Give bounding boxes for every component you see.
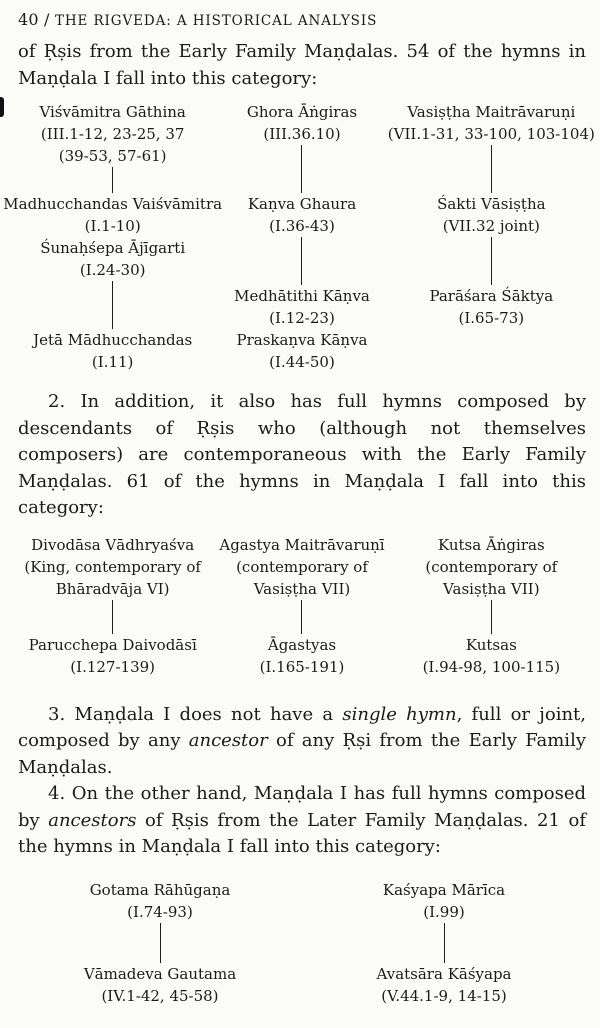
genealogy-node bbox=[247, 101, 357, 145]
genealogy-chart-contemporaries bbox=[18, 534, 586, 678]
node-text-line: (contemporary of bbox=[236, 557, 368, 576]
descent-line bbox=[444, 923, 445, 963]
text-segment: 4. On the other hand, Maṇḍala I has full hymns composed by bbox=[18, 783, 586, 831]
genealogy-column bbox=[3, 101, 223, 373]
node-text-line: (I.24-30) bbox=[79, 261, 146, 279]
node-text-line: (I.165-191) bbox=[259, 657, 345, 676]
genealogy-node bbox=[236, 329, 367, 373]
genealogy-column bbox=[397, 534, 586, 678]
node-text-line: Madhucchandas Vaiśvāmitra bbox=[3, 195, 223, 213]
node-text-line: (I.11) bbox=[91, 353, 134, 371]
descent-line bbox=[301, 600, 302, 634]
node-text-line: Śunaḥśepa Ājīgarti bbox=[40, 239, 186, 257]
paragraph-continuation bbox=[18, 39, 586, 92]
paragraph-point-3 bbox=[18, 702, 586, 782]
node-text-line: (VII.1-31, 33-100, 103-104) bbox=[387, 125, 595, 143]
genealogy-node bbox=[33, 329, 192, 373]
node-text-line: Kaṇva Ghaura bbox=[247, 195, 357, 213]
genealogy-node bbox=[425, 534, 557, 600]
genealogy-column bbox=[302, 879, 586, 1007]
genealogy-node bbox=[383, 879, 505, 923]
node-text-line: (I.36-43) bbox=[269, 217, 335, 235]
node-text-line: Kaśyapa Mārīca bbox=[382, 880, 506, 899]
descent-line bbox=[112, 600, 113, 634]
node-text-line: (VII.32 joint) bbox=[442, 217, 540, 235]
node-text-line: (I.127-139) bbox=[70, 657, 156, 676]
scan-artifact bbox=[0, 97, 4, 117]
paragraph-point-2 bbox=[18, 389, 586, 522]
genealogy-node bbox=[40, 237, 185, 281]
node-text-line: Śakti Vāsiṣṭha bbox=[437, 195, 546, 213]
genealogy-node bbox=[423, 634, 561, 678]
node-text-line: Medhātithi Kāṇva bbox=[234, 287, 370, 305]
node-text-line: Ghora Āṅgiras bbox=[246, 103, 358, 121]
italic-text-segment: ancestor bbox=[188, 730, 268, 751]
genealogy-column bbox=[207, 534, 396, 678]
italic-text-segment: ancestors bbox=[48, 809, 137, 831]
node-text-line: Agastya Maitrāvaruṇī bbox=[219, 535, 385, 554]
node-text-line: Divodāsa Vādhryaśva bbox=[31, 535, 195, 554]
genealogy-column bbox=[18, 534, 207, 678]
node-text-line: Jetā Mādhucchandas bbox=[33, 331, 193, 349]
descent-line bbox=[301, 237, 302, 285]
genealogy-node bbox=[377, 963, 512, 1007]
page-number: 40 bbox=[18, 10, 39, 29]
descent-line bbox=[491, 145, 492, 193]
node-text-line: (I.74-93) bbox=[127, 902, 193, 921]
node-text-line: (King, contemporary of bbox=[24, 557, 201, 576]
node-text-line: (V.44.1-9, 14-15) bbox=[381, 986, 507, 1005]
running-title: THE RIGVEDA: A HISTORICAL ANALYSIS bbox=[54, 13, 378, 29]
genealogy-node bbox=[388, 101, 595, 145]
node-text-line: Gotama Rāhūgaṇa bbox=[89, 880, 231, 899]
genealogy-column bbox=[18, 879, 302, 1007]
node-text-line: (I.94-98, 100-115) bbox=[422, 657, 561, 676]
text-segment: of Ṛṣis from the Early Family Maṇḍalas. 54 of the hymns in Maṇḍala I fall into this category: bbox=[18, 41, 586, 89]
node-text-line: (I.44-50) bbox=[269, 353, 335, 371]
node-text-line: Vasiṣṭha VII) bbox=[443, 579, 540, 598]
descent-line bbox=[491, 237, 492, 285]
text-segment: , full or joint, composed by any bbox=[18, 703, 586, 751]
genealogy-node bbox=[90, 879, 231, 923]
genealogy-chart-later-family bbox=[18, 879, 586, 1007]
descent-line bbox=[112, 281, 113, 329]
text-segment: of Ṛṣis from the Later Family Maṇḍalas. 21 of the hymns in Maṇḍala I fall into this category: bbox=[18, 809, 586, 857]
node-text-line: Parucchepa Daivodāsī bbox=[28, 635, 197, 654]
text-segment: 2. In addition, it also has full hymns composed by descendants of Ṛṣis who (although not themselves composers) are contemporaneous with the Early Family Maṇḍalas. 61 of the hymns in Maṇḍala I fall into this category: bbox=[18, 391, 586, 518]
genealogy-column bbox=[207, 101, 396, 373]
node-text-line: Āgastyas bbox=[267, 635, 337, 654]
node-text-line: Avatsāra Kāśyapa bbox=[376, 964, 512, 983]
node-text-line: (I.65-73) bbox=[458, 309, 525, 327]
text-segment: 3. Maṇḍala I does not have a bbox=[48, 703, 343, 725]
node-text-line: (III.36.10) bbox=[263, 125, 341, 143]
descent-line bbox=[491, 600, 492, 634]
node-text-line: Parāśara Śāktya bbox=[429, 287, 554, 305]
genealogy-node bbox=[429, 285, 553, 329]
genealogy-column bbox=[387, 101, 595, 373]
genealogy-node bbox=[219, 534, 384, 600]
genealogy-node bbox=[29, 634, 197, 678]
descent-line bbox=[301, 145, 302, 193]
node-text-line: (39-53, 57-61) bbox=[58, 147, 167, 165]
page-header bbox=[18, 10, 586, 29]
node-text-line: Bhāradvāja VI) bbox=[55, 579, 170, 598]
genealogy-node bbox=[24, 534, 201, 600]
node-text-line: (I.1-10) bbox=[84, 217, 141, 235]
node-text-line: (contemporary of bbox=[425, 557, 558, 576]
italic-text-segment: single hymn bbox=[342, 703, 457, 725]
node-text-line: Viśvāmitra Gāthina bbox=[39, 103, 186, 121]
node-text-line: (I.99) bbox=[423, 902, 465, 921]
node-text-line: Praskaṇva Kāṇva bbox=[236, 331, 368, 349]
descent-line bbox=[160, 923, 161, 963]
genealogy-chart-early-family bbox=[3, 101, 595, 373]
text-segment: of any Ṛṣi from the Early Family Maṇḍalas. bbox=[18, 730, 586, 778]
node-text-line: Vasiṣṭha VII) bbox=[253, 579, 351, 598]
descent-line bbox=[112, 167, 113, 193]
genealogy-node bbox=[84, 963, 236, 1007]
node-text-line: (I.12-23) bbox=[269, 309, 335, 327]
genealogy-node bbox=[3, 193, 222, 237]
genealogy-node bbox=[437, 193, 546, 237]
node-text-line: Kutsa Āṅgiras bbox=[437, 535, 545, 554]
node-text-line: (IV.1-42, 45-58) bbox=[101, 986, 219, 1005]
node-text-line: (III.1-12, 23-25, 37 bbox=[40, 125, 185, 143]
genealogy-node bbox=[260, 634, 345, 678]
node-text-line: Kutsas bbox=[465, 635, 517, 654]
genealogy-node bbox=[234, 285, 370, 329]
paragraph-point-4 bbox=[18, 781, 586, 861]
genealogy-node bbox=[248, 193, 356, 237]
header-separator: / bbox=[38, 10, 55, 29]
node-text-line: Vasiṣṭha Maitrāvaruṇi bbox=[407, 103, 576, 121]
node-text-line: Vāmadeva Gautama bbox=[83, 964, 237, 983]
genealogy-node bbox=[39, 101, 185, 167]
